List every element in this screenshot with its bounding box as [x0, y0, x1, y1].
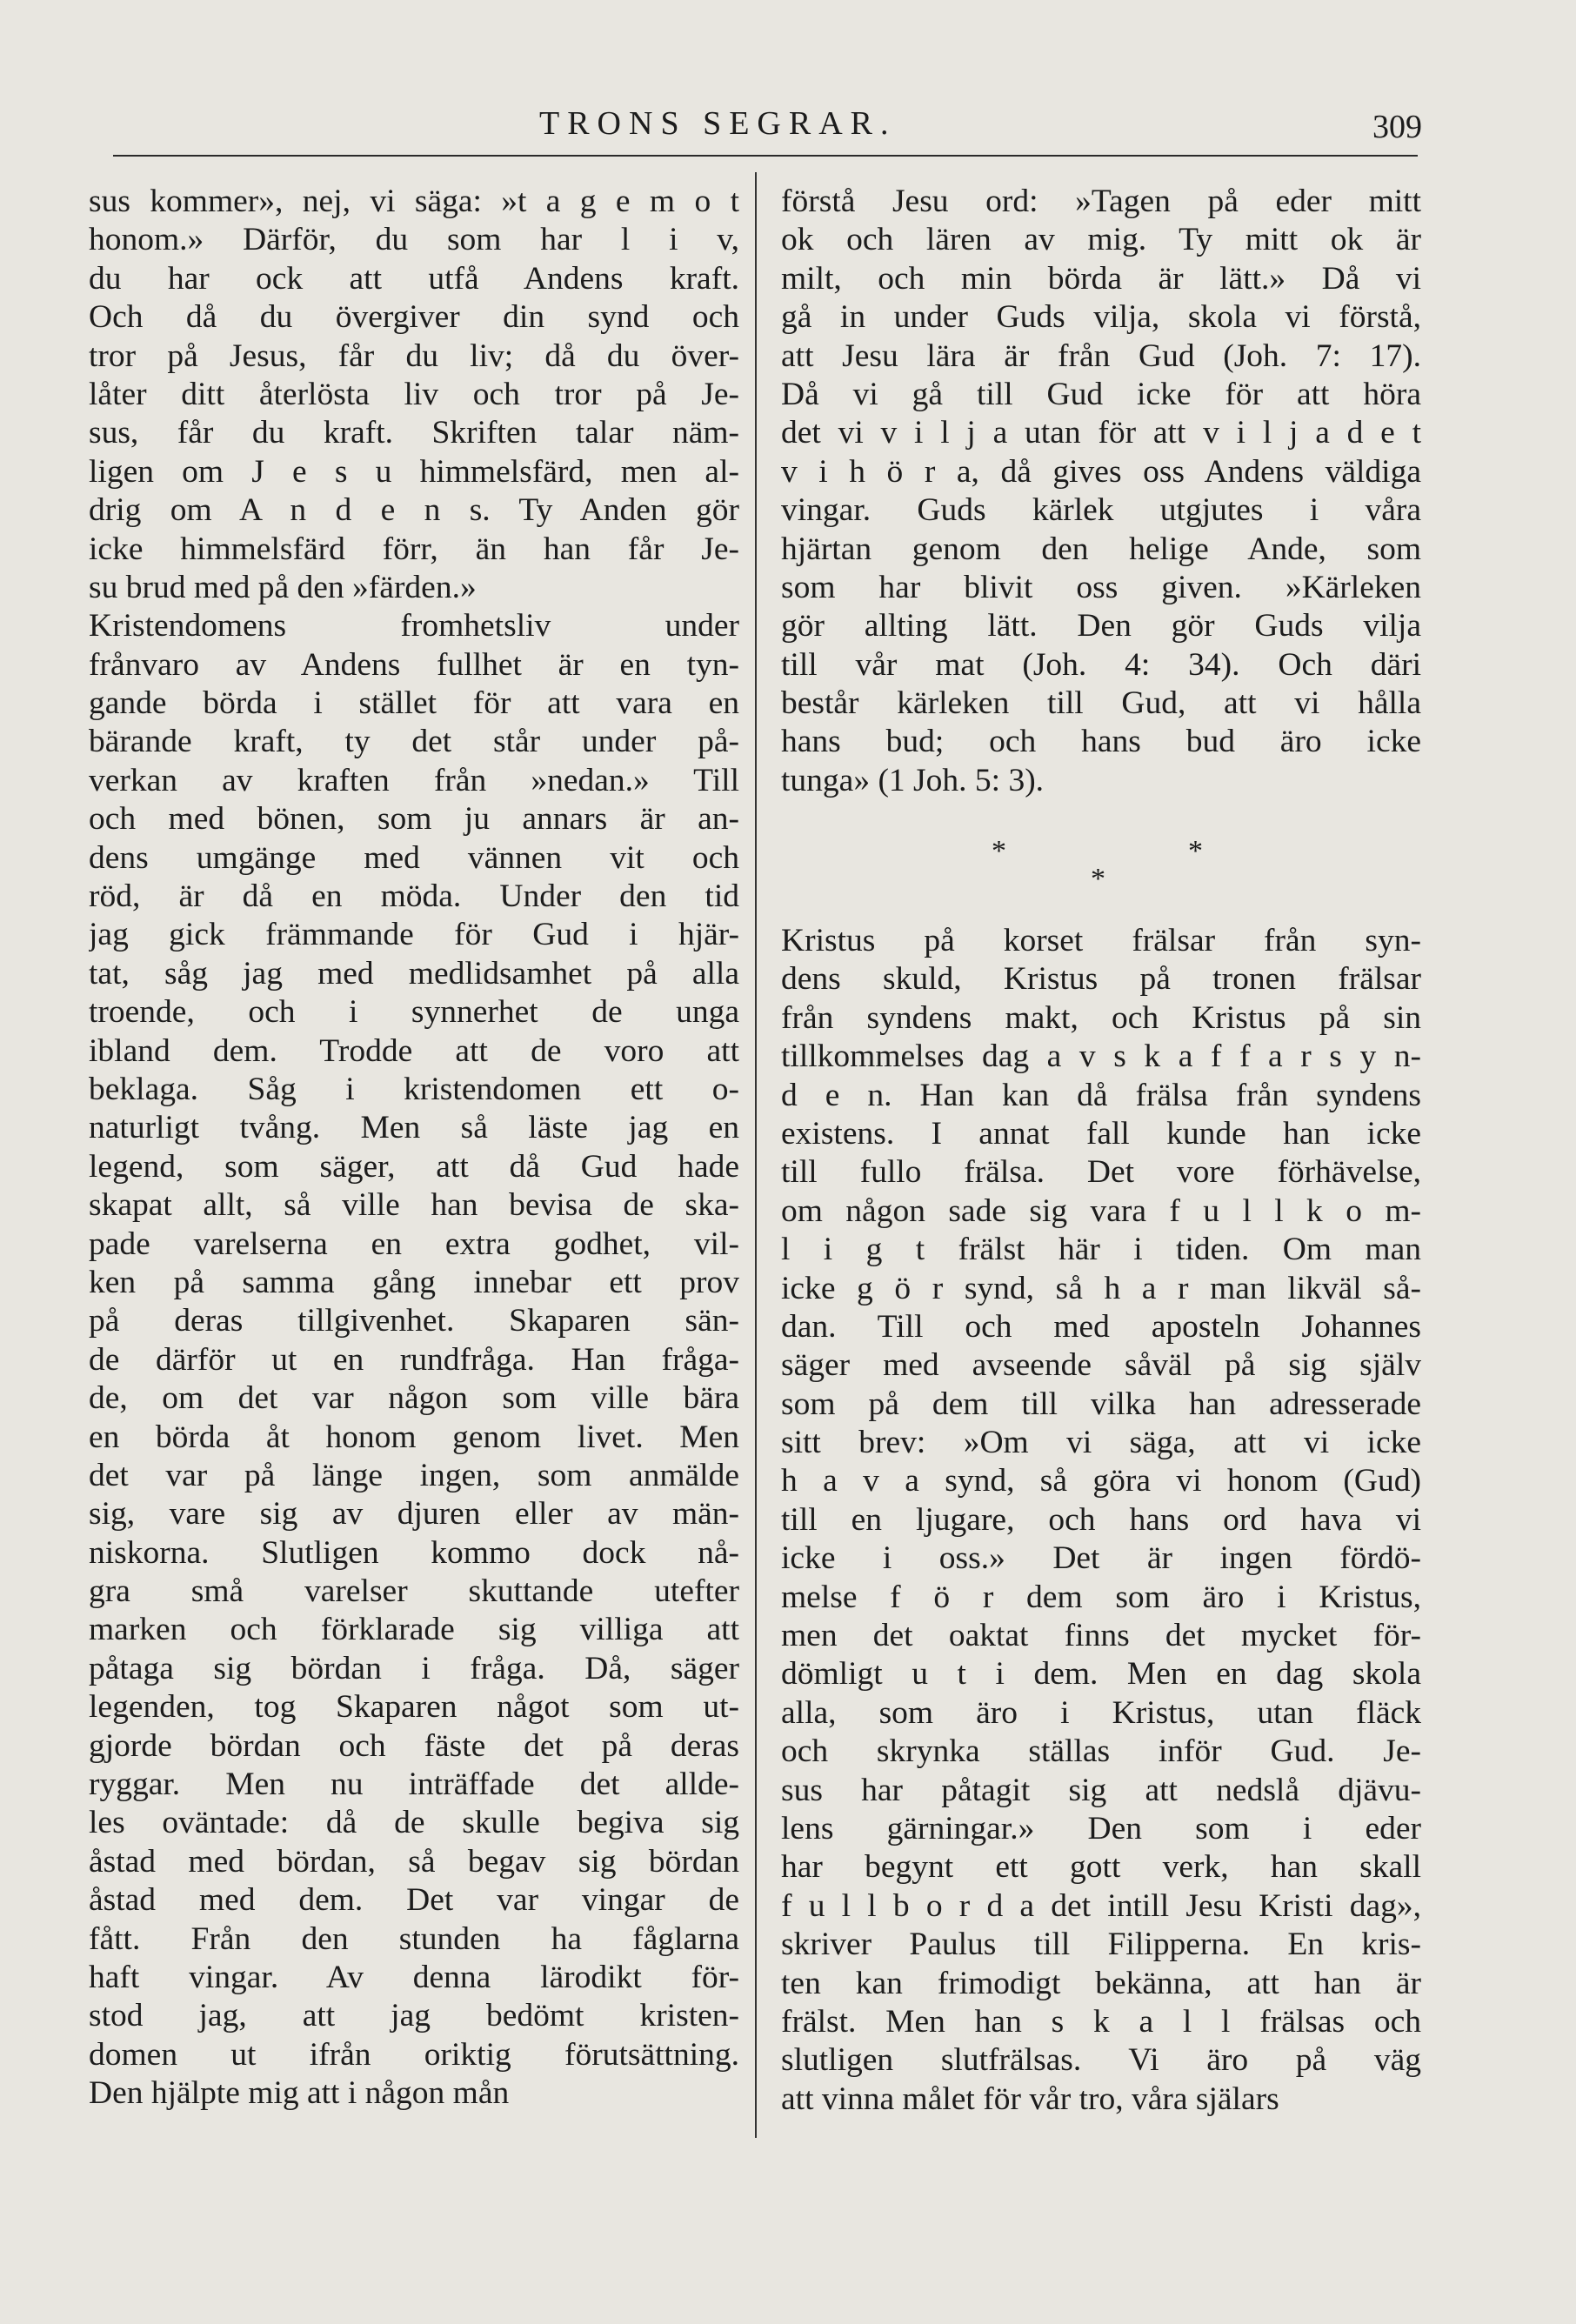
- text-line: till vår mat (Joh. 4: 34). Och däri: [781, 646, 1421, 683]
- text-line: frälst. Men han s k a l l frälsas och: [781, 2003, 1421, 2040]
- text-line: och skrynka ställas inför Gud. Je-: [781, 1733, 1421, 1770]
- text-line: domen ut ifrån oriktig förutsättning.: [89, 2036, 739, 2073]
- text-line: f u l l b o r d a det intill Jesu Kristi dag»,: [781, 1887, 1421, 1924]
- text-line: dens umgänge med vännen vit och: [89, 839, 739, 876]
- text-line: marken och förklarade sig villiga att: [89, 1612, 739, 1648]
- text-line: ok och lären av mig. Ty mitt ok är: [781, 222, 1421, 258]
- text-line: pade varelserna en extra godhet, vil-: [89, 1225, 739, 1262]
- text-line: tror på Jesus, får du liv; då du över-: [89, 337, 739, 374]
- text-line: stod jag, att jag bedömt kristen-: [89, 1998, 739, 2034]
- text-line: det var på länge ingen, som anmälde: [89, 1457, 739, 1493]
- text-line: h a v a synd, så göra vi honom (Gud): [781, 1463, 1421, 1499]
- text-line: v i h ö r a, då gives oss Andens väldiga: [781, 453, 1421, 490]
- text-line: tunga» (1 Joh. 5: 3).: [781, 762, 1045, 798]
- text-line: lens gärningar.» Den som i eder: [781, 1810, 1421, 1847]
- text-line: som har blivit oss given. »Kärleken: [781, 569, 1421, 605]
- text-line: Och då du övergiver din synd och: [89, 299, 739, 336]
- text-line: att Jesu lära är från Gud (Joh. 7: 17).: [781, 337, 1421, 374]
- asterisk: *: [992, 835, 1041, 867]
- text-line: det vi v i l j a utan för att v i l j a d e t: [781, 415, 1421, 451]
- text-line: har begynt ett gott verk, han skall: [781, 1849, 1421, 1886]
- text-line: sus har påtagit sig att nedslå djävu-: [781, 1772, 1421, 1808]
- text-line: säger med avseende såväl på sig själv: [781, 1347, 1421, 1384]
- text-line: Kristendomens fromhetsliv under: [89, 608, 739, 644]
- text-line: melse f ö r dem som äro i Kristus,: [781, 1579, 1421, 1615]
- text-line: hjärtan genom den helige Ande, som: [781, 531, 1421, 567]
- text-line: sitt brev: »Om vi säga, att vi icke: [781, 1425, 1421, 1461]
- text-line: slutligen slutfrälsas. Vi äro på väg: [781, 2042, 1421, 2079]
- text-line: gå in under Guds vilja, skola vi förstå,: [781, 299, 1421, 336]
- text-line: består kärleken till Gud, att vi hålla: [781, 685, 1421, 722]
- text-line: skapat allt, så ville han bevisa de ska-: [89, 1187, 739, 1224]
- text-line: hans bud; och hans bud äro icke: [781, 724, 1421, 760]
- text-line: troende, och i synnerhet de unga: [89, 994, 739, 1031]
- text-line: frånvaro av Andens fullhet är en tyn-: [89, 646, 739, 683]
- text-line: fått. Från den stunden ha fåglarna: [89, 1920, 739, 1957]
- text-line: ten kan frimodigt bekänna, att han är: [781, 1965, 1421, 2001]
- text-line: legend, som säger, att då Gud hade: [89, 1148, 739, 1185]
- text-line: les oväntade: då de skulle begiva sig: [89, 1805, 739, 1841]
- text-line: dan. Till och med aposteln Johannes: [781, 1308, 1421, 1345]
- text-line: på deras tillgivenhet. Skaparen sän-: [89, 1303, 739, 1339]
- text-line: till en ljugare, och hans ord hava vi: [781, 1501, 1421, 1538]
- running-head: TRONS SEGRAR.: [539, 105, 897, 142]
- text-line: gra små varelser skuttande utefter: [89, 1573, 739, 1610]
- text-line: honom.» Därför, du som har l i v,: [89, 222, 739, 258]
- text-line: gjorde bördan och fäste det på deras: [89, 1727, 739, 1764]
- text-line: haft vingar. Av denna lärodikt för-: [89, 1959, 739, 1995]
- text-line: jag gick främmande för Gud i hjär-: [89, 917, 739, 953]
- text-line: ken på samma gång innebar ett prov: [89, 1264, 739, 1300]
- text-line: ibland dem. Trodde att de voro att: [89, 1032, 739, 1069]
- text-line: icke g ö r synd, så h a r man likväl så-: [781, 1270, 1421, 1306]
- text-line: tat, såg jag med medlidsamhet på alla: [89, 955, 739, 992]
- text-line: att vinna målet för vår tro, våra själars: [781, 2080, 1279, 2117]
- text-line: verkan av kraften från »nedan.» Till: [89, 762, 739, 798]
- text-line: från syndens makt, och Kristus på sin: [781, 999, 1421, 1036]
- text-line: icke i oss.» Det är ingen fördö-: [781, 1540, 1421, 1577]
- text-line: Kristus på korset frälsar från syn-: [781, 923, 1421, 958]
- text-line: sig, vare sig av djuren eller av män-: [89, 1496, 739, 1533]
- text-line: vingar. Guds kärlek utgjutes i våra: [781, 492, 1421, 529]
- right-column-top: [781, 183, 1421, 800]
- header-rule: [113, 155, 1418, 157]
- text-line: milt, och min börda är lätt.» Då vi: [781, 260, 1421, 297]
- text-line: alla, som äro i Kristus, utan fläck: [781, 1694, 1421, 1731]
- text-line: drig om A n d e n s. Ty Anden gör: [89, 492, 739, 529]
- text-line: gör allting lätt. Den gör Guds vilja: [781, 608, 1421, 644]
- text-line: beklaga. Såg i kristendomen ett o-: [89, 1071, 739, 1107]
- text-line: de, om det var någon som ville bära: [89, 1380, 739, 1417]
- text-line: åstad med dem. Det var vingar de: [89, 1882, 739, 1919]
- text-line: legenden, tog Skaparen något som ut-: [89, 1689, 739, 1726]
- text-line: Den hjälpte mig att i någon mån: [89, 2075, 510, 2112]
- text-line: dömligt u t i dem. Men en dag skola: [781, 1656, 1421, 1693]
- text-line: ryggar. Men nu inträffade det allde-: [89, 1766, 739, 1803]
- text-line: som på dem till vilka han adresserade: [781, 1386, 1421, 1422]
- text-line: förstå Jesu ord: »Tagen på eder mitt: [781, 184, 1421, 219]
- text-line: låter ditt återlösta liv och tror på Je-: [89, 376, 739, 412]
- text-line: su brud med på den »färden.»: [89, 569, 477, 605]
- page-number: 309: [1372, 109, 1422, 145]
- text-line: men det oaktat finns det mycket för-: [781, 1618, 1421, 1654]
- text-line: tillkommelses dag a v s k a f f a r s y n-: [781, 1038, 1421, 1075]
- text-line: gande börda i stället för att vara en: [89, 685, 739, 722]
- text-line: niskorna. Slutligen kommo dock nå-: [89, 1534, 739, 1571]
- asterisk: *: [1188, 835, 1238, 867]
- text-line: l i g t frälst här i tiden. Om man: [781, 1232, 1421, 1268]
- text-line: de därför ut en rundfråga. Han fråga-: [89, 1341, 739, 1378]
- text-line: naturligt tvång. Men så läste jag en: [89, 1110, 739, 1146]
- text-line: du har ock att utfå Andens kraft.: [89, 260, 739, 297]
- text-line: påtaga sig bördan i fråga. Då, säger: [89, 1650, 739, 1686]
- column-divider: [755, 172, 757, 2138]
- text-line: existens. I annat fall kunde han icke: [781, 1115, 1421, 1152]
- text-line: d e n. Han kan då frälsa från syndens: [781, 1077, 1421, 1113]
- text-line: till fullo frälsa. Det vore förhävelse,: [781, 1154, 1421, 1191]
- text-line: ligen om J e s u himmelsfärd, men al-: [89, 453, 739, 490]
- text-line: åstad med bördan, så begav sig bördan: [89, 1843, 739, 1880]
- asterisk: *: [1091, 863, 1140, 895]
- text-line: sus, får du kraft. Skriften talar näm-: [89, 415, 739, 451]
- text-line: bärande kraft, ty det står under på-: [89, 724, 739, 760]
- text-line: sus kommer», nej, vi säga: »t a g e m o t: [89, 184, 739, 219]
- text-line: icke himmelsfärd förr, än han får Je-: [89, 531, 739, 567]
- right-column-bottom: [781, 922, 1421, 2119]
- text-line: en börda åt honom genom livet. Men: [89, 1419, 739, 1455]
- left-column: [89, 183, 739, 2114]
- text-line: Då vi gå till Gud icke för att höra: [781, 376, 1421, 412]
- text-line: röd, är då en möda. Under den tid: [89, 878, 739, 915]
- text-line: om någon sade sig vara f u l l k o m-: [781, 1192, 1421, 1229]
- text-line: skriver Paulus till Filipperna. En kris-: [781, 1927, 1421, 1963]
- text-line: dens skuld, Kristus på tronen frälsar: [781, 961, 1421, 998]
- text-line: och med bönen, som ju annars är an-: [89, 801, 739, 838]
